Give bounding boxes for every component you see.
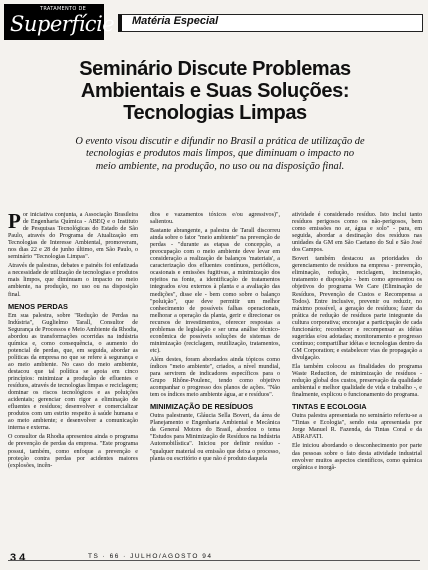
article-headline: Seminário Discute Problemas Ambientais e Suas Soluções: Tecnologias Limpas [79,58,351,124]
paragraph [8,209,138,261]
text-column-2 [150,212,280,465]
section-label: Matéria Especial [132,15,219,27]
page-number: 3 4 [10,552,26,564]
paragraph: Ela também colocou as finalidades do programa Waste Reduction, de minimização de resíduos - redução global dos custos, preservação da qualidade ambiental e melhor qualidade de vida e trabalho -, e finalmente, explicou o funcionamento do programa. [292,363,422,399]
subheading: MINIMIZAÇÃO DE RESÍDUOS [150,402,254,412]
footer-divider [8,560,420,561]
paragraph: Através de palestras, debates e painéis foi enfatizada a necessidade de utilização de tecnologias e produtos mais limpos, que diminuam o impacto no meio ambiente, na produção, no uso ou na disposição final. [8,263,138,298]
article-deck: O evento visou discutir e difundir no Brasil a prática de utilização de tecnologias e produtos mais limpos, que diminuam o impacto no meio ambiente, na produção, no uso ou na disposição final. [75,136,365,172]
masthead-kicker: TRATAMENTO DE [40,6,87,12]
paragraph: Bastante abrangente, a palestra de Tarall discorreu ainda sobre o fator "meio ambiente" na prevenção de perdas - "durante as etapas de concepção, a preocupação com o meio ambiente deve levar em consideração a realização de balanços 'materiais', a caracterização dos efluentes contínuos, periódicos, ocasionais e emissões fugitivas, a minimização dos rejeitos na fonte, a identificação de tratamentos integrados e/ou externos à planta e a avaliação das medições", disse ele - bem como sobre o balanço "poluição", que deve permitir um melhor conhecimento de possíveis falhas operacionais, melhorar a operação da planta, gerir e direcionar os recursos de investimentos, oferecer respostas a problemas de legislação e ser uma análise técnico-econômica de possíveis soluções de sistemas de minimização (reciclagem, reutilização, tratamentos, etc). [150,228,280,354]
text-column-3 [292,212,422,474]
paragraph: O consultor da Rhodia apresentou ainda o programa de prevenção de perdas da empresa. "Este programa possui, também, como enfoque a prevenção e proteção contra perdas por acidentes maiores (explosões, incên- [8,434,138,469]
section-tab [118,14,423,32]
paragraph: Outra palestrante, Gláucia Sella Boveri, da área de Planejamento e Engenharia Ambiental e Mecânica da General Motors do Brasil, abordou o tema "Estudos para Minimização de Resíduos na Indústria Automobilística". Iniciou por definir resíduo - "qualquer material ou emissão que deixa o processo, planta ou escritório e que não é produto daquela [150,413,280,462]
drop-cap: P [8,209,21,233]
paragraph: Além destes, foram abordados ainda tópicos como índices "meio ambiente", criados, a nível mundial, para servirem de indicadores específicos para o Grupo Rhône-Poulenc, tendo como objetivo acompanhar o progresso dos planos de ações. "Não tem os índices meio ambiente água, ar e resíduos". [150,356,280,399]
paragraph: Outra palestra apresentada no seminário referiu-se a "Tintas e Ecologia", sendo esta apresentada por Jorge Manuel R. Fazenda, da Tintas Coral e da ABRAFATI. [292,413,422,441]
masthead-logo [4,4,115,40]
paragraph: Em sua palestra, sobre "Redução de Perdas na Indústria", Guglielmo Tarall, Consultor de Segurança de Processos e Meio Ambiente da Rhodia, abordou as transformações ocorridas na indústria química e, como consequência, o aumento do potencial de perdas, que, em seguida, abordar as políticas da empresa no que se refere à segurança e ao meio ambiente. No caso do meio ambiente, destacou que tal política se apoia em cinco princípios: minimizar a produção de efluentes e resíduos, através de tecnologias limpas e reciclagem; dominar os riscos tecnológicos e as poluições acidentais; gerenciar com rigor a eliminação de efluentes e resíduos; desenvolver e comercializar produtos com um estrito respeito à saúde humana e ao meio ambiente; e desenvolver a comunicação interna e externa. [8,312,138,432]
issue-line: TS · 66 · JULHO/AGOSTO 94 [88,553,213,560]
paragraph: dios e vazamentos tóxicos e/ou agressivos)", salientou. [150,212,280,226]
subheading: MENOS PERDAS [8,301,68,311]
paragraph-text: or iniciativa conjunta, a Associação Brasileira de Engenharia Química - ABEQ e o Instituto de Pesquisas Tecnológicas do Estado de São Paulo, através do Programa de Atualização em Tecnologias de Interesse Ambiental, promoveram, nos dias 22 e 28 de junho último, em São Paulo, o seminário "Tecnologias Limpas". [8,212,138,261]
masthead-title: Superfície [10,12,115,36]
paragraph: Boveri também destacou as prioridades do gerenciamento de resíduos na empresa - prevenção, eliminação, redução, reciclagem, incineração, tratamento e disposição - bem como apresentou os objetivos do programa We Care (Eliminação de Resíduos, Prevenção de Custos e Recompensa a Todos). Entre inclusive, prevenir ou reduzir, no máximo possível, a geração de resíduos; fazer da prática de redução de resíduos parte integrante da cultura corporativa; encorajar a participação de cada funcionário; reconhecer e recompensar as idéias sugeridas e/ou adotadas; monitoramento e progresso contínuo; compartilhar idéias e tecnologias dentro da GM Corporation; e estabelecer vias de propagação a divulgação. [292,256,422,361]
subheading: TINTAS E ECOLOGIA [292,402,367,412]
paragraph: atividade é considerado resíduo. Isto inclui tanto resíduos perigosos como os não-perigosos, bem como emissões no ar, água e solo" - para, em seguida, abordar a destinação dos resíduos nas unidades da GM em São Caetano do Sul e São José dos Campos. [292,212,422,254]
text-column-1 [8,209,138,472]
paragraph: Ele iniciou abordando o desconhecimento por parte das pessoas sobre o fato desta atividade industrial envolver muitos aspectos científicos, como química orgânica e inorgâ- [292,443,422,471]
